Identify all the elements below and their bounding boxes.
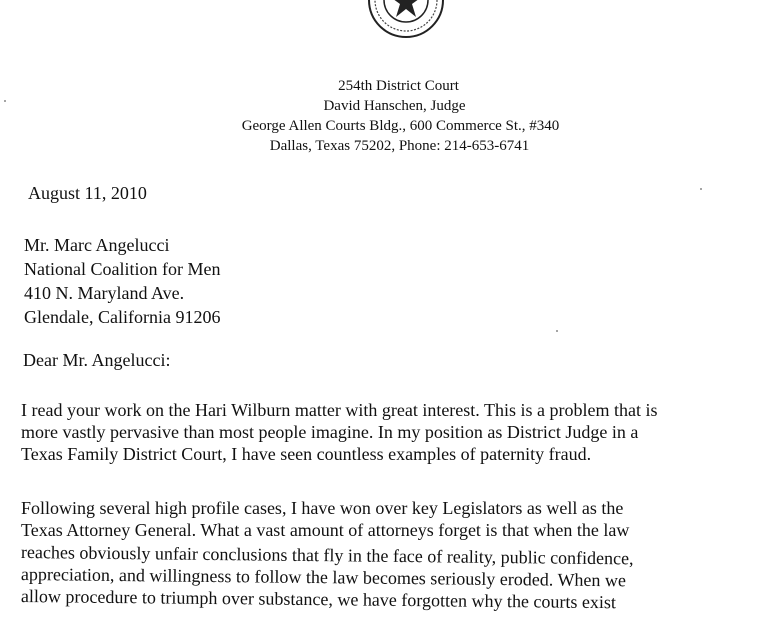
state-seal-icon (366, 0, 446, 40)
recipient-address (24, 233, 220, 329)
recipient-organization: National Coalition for Men (24, 259, 221, 279)
scan-speck (556, 330, 558, 332)
paragraph-line: I read your work on the Hari Wilburn matter with great interest. This is a problem that is (21, 400, 658, 420)
recipient-name: Mr. Marc Angelucci (24, 235, 170, 255)
recipient-city: Glendale, California 91206 (24, 307, 221, 327)
scan-speck (4, 100, 6, 102)
paragraph-line: reaches obviously unfair conclusions that fly in the face of reality, public confidence, (20, 542, 634, 569)
paragraph-line: Following several high profile cases, I have won over key Legislators as well as the (21, 498, 624, 518)
court-city-phone: Dallas, Texas 75202, Phone: 214-653-6741 (269, 138, 530, 154)
paragraph-line: Texas Attorney General. What a vast amount of attorneys forget is that when the law (21, 520, 630, 540)
body-paragraph-1 (21, 399, 771, 465)
paragraph-line: more vastly pervasive than most people imagine. In my position as District Judge in a (21, 422, 639, 442)
letterhead (0, 76, 779, 156)
letter-date: August 11, 2010 (28, 183, 147, 203)
salutation: Dear Mr. Angelucci: (23, 350, 171, 370)
body-paragraph-2 (20, 497, 771, 613)
recipient-street: 410 N. Maryland Ave. (24, 283, 185, 303)
judge-name: David Hanschen, Judge (323, 98, 466, 114)
paragraph-line: allow procedure to triumph over substance, we have forgotten why the courts exist (20, 586, 617, 613)
paragraph-line: appreciation, and willingness to follow the law becomes seriously eroded. When we (20, 564, 627, 591)
scan-speck (700, 188, 702, 190)
paragraph-line: Texas Family District Court, I have seen countless examples of paternity fraud. (21, 444, 592, 464)
court-name: 254th District Court (338, 78, 459, 94)
court-address: George Allen Courts Bldg., 600 Commerce St., #340 (241, 118, 560, 134)
